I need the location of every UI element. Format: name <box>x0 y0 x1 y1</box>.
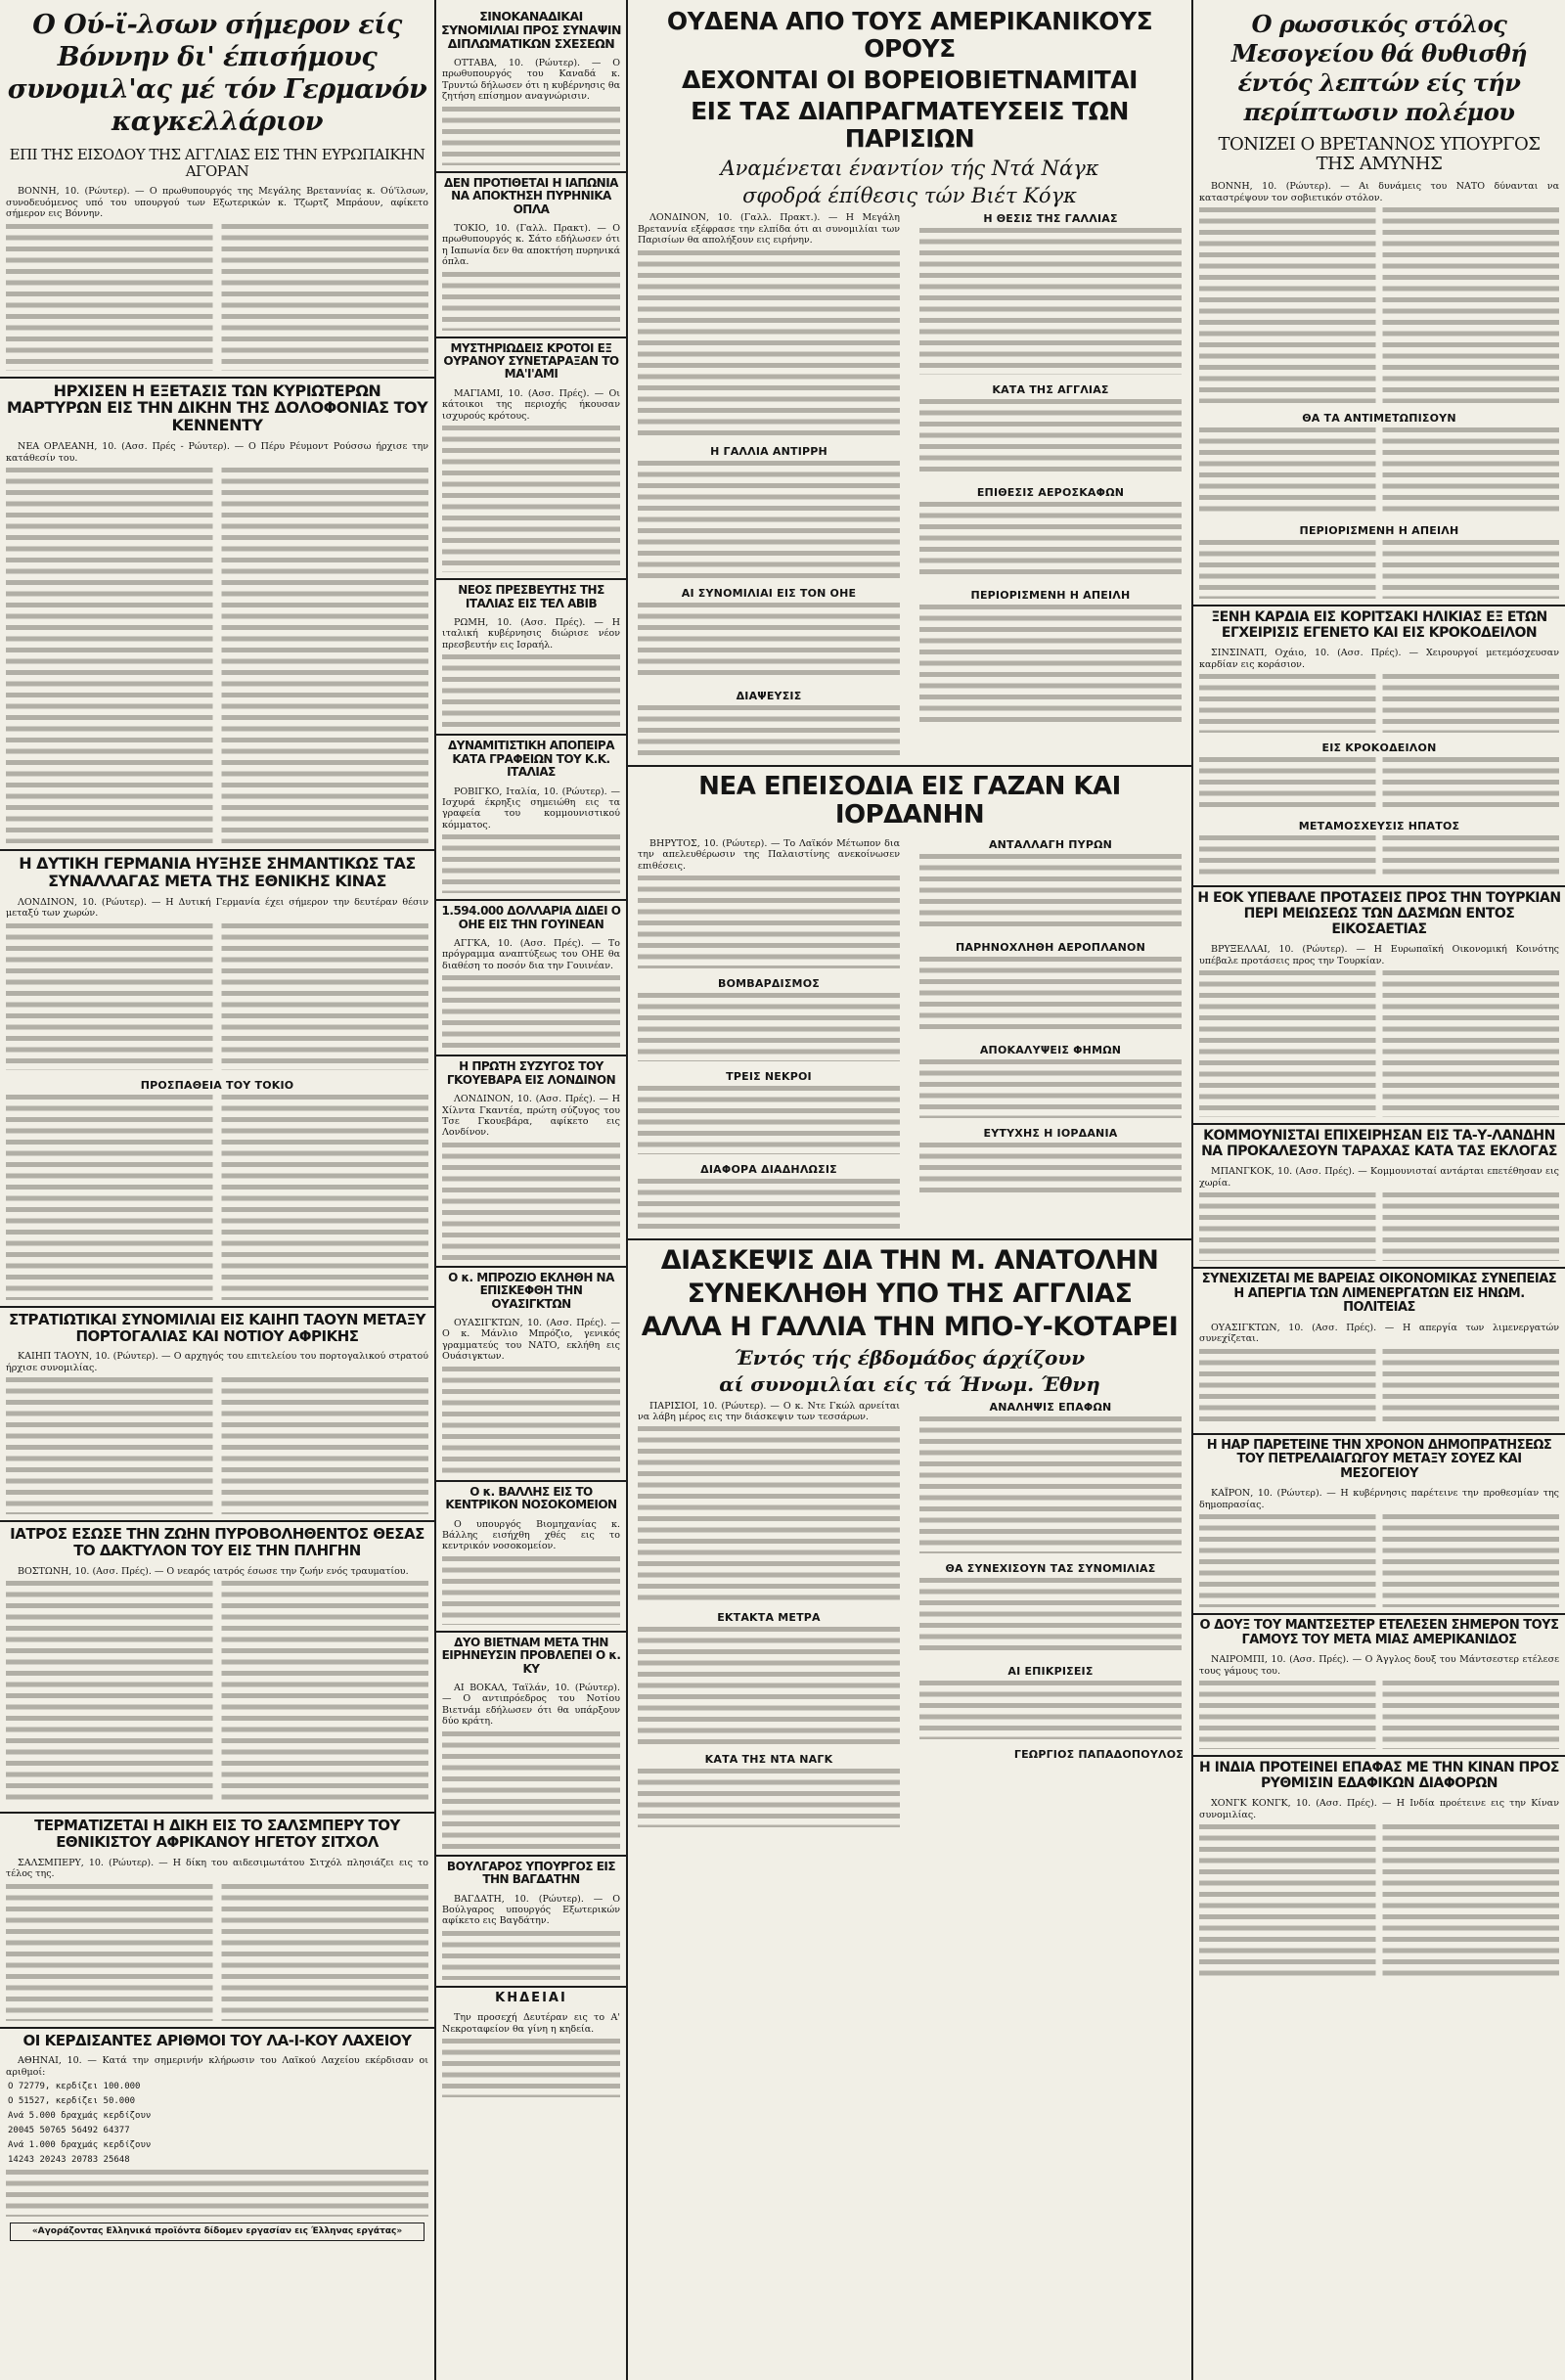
story-headline: ΔΕΝ ΠΡΟΤΙΘΕΤΑΙ Η ΙΑΠΩΝΙΑ ΝΑ ΑΠΟΚΤΗΣΗ ΠΥΡΗΝΙΚΑ ΟΠΛΑ <box>444 175 618 216</box>
story-dateline: ΣΙΝΣΙΝΑΤΙ, Οχάιο, 10. (Ασσ. Πρές). — Χειρουργοί μετεμόσχευσαν καρδίαν εις κοράσιον. <box>1199 648 1559 670</box>
story-dateline: ΟΥΑΣΙΓΚΤΩΝ, 10. (Ασσ. Πρές). — Η απεργία των λιμενεργατών συνεχίζεται. <box>1199 1322 1559 1345</box>
story-kennedy <box>0 377 434 844</box>
lottery-line: 14243 20243 20783 25648 <box>8 2155 130 2166</box>
article-body <box>442 1931 620 1980</box>
story-headline: 1.594.000 ΔΟΛΛΑΡΙΑ ΔΙΔΕΙ Ο ΟΗΕ ΕΙΣ ΤΗΝ ΓΟΥΙΝΕΑΝ <box>441 904 621 931</box>
article-body <box>1199 207 1559 403</box>
story-dateline: ΣΑΛΣΜΠΕΡΥ, 10. (Ρώυτερ). — Η δίκη του αιδεσιμωτάτου Σιτχόλ πλησιάζει εις το τέλος της. <box>6 1857 428 1880</box>
story-subhead: ΕΙΣ ΚΡΟΚΟΔΕΙΛΟΝ <box>1321 741 1437 755</box>
story-headline: ΞΕΝΗ ΚΑΡΔΙΑ ΕΙΣ ΚΟΡΙΤΣΑΚΙ ΗΛΙΚΙΑΣ ΕΞ ΕΤΩΝ ΕΓΧΕΙΡΙΣΙΣ ΕΓΕΝΕΤΟ ΚΑΙ ΕΙΣ ΚΡΟΚΟΔΕΙΛΟΝ <box>1211 609 1547 641</box>
story-headline: Ο ΔΟΥΞ ΤΟΥ ΜΑΝΤΣΕΣΤΕΡ ΕΤΕΛΕΣΕΝ ΣΗΜΕΡΟΝ ΤΟΥΣ ΓΑΜΟΥΣ ΤΟΥ ΜΕΤΑ ΜΙΑΣ ΑΜΕΡΙΚΑΝΙΔΟΣ <box>1199 1618 1559 1647</box>
article-body <box>919 854 1182 932</box>
article-body <box>442 2039 620 2097</box>
story-dateline: ΡΟΒΙΓΚΟ, Ιταλία, 10. (Ρώυτερ). — Ισχυρά έκρηξις σημειώθη εις τα γραφεία του κομμουνιστικού κόμματος. <box>442 786 620 831</box>
story-dateline: Ο υπουργός Βιομηχανίας κ. Βάλλης εισήχθη χθές εις το κεντρικόν νοσοκομείον. <box>442 1518 620 1552</box>
story-dateline: ΛΟΝΔΙΝΟΝ, 10. (Γαλλ. Πρακτ.). — Η Μεγάλη Βρεταννία εξέφρασε την ελπίδα ότι αι συνομιλίαι των Παρισίων θα απολήξουν εις ειρήνην. <box>638 212 900 247</box>
article-body <box>638 1627 900 1744</box>
article-body <box>919 1578 1182 1656</box>
story-headline: Η ΙΝΔΙΑ ΠΡΟΤΕΙΝΕΙ ΕΠΑΦΑΣ ΜΕ ΤΗΝ ΚΙΝΑΝ ΠΡΟΣ ΡΥΘΜΙΣΙΝ ΕΔΑΦΙΚΩΝ ΔΙΑΦΟΡΩΝ <box>1199 1760 1559 1791</box>
story-subhead: ΑΙ ΕΠΙΚΡΙΣΕΙΣ <box>1007 1664 1094 1678</box>
story-dateline: ΑΙ ΒΟΚΑΛ, Ταϊλάν, 10. (Ρώυτερ). — Ο αντιπρόεδρος του Νοτίου Βιετνάμ εδήλωσεν ότι θα υπάρξουν δύο κράτη. <box>442 1683 620 1728</box>
story-subhead: ΠΕΡΙΟΡΙΣΜΕΝΗ Η ΑΠΕΙΛΗ <box>1299 524 1459 538</box>
story-dateline: ΒΟΣΤΩΝΗ, 10. (Ασσ. Πρές). — Ο νεαρός ιατρός έσωσε την ζωήν ενός τραυματίου. <box>18 1565 409 1577</box>
banner-line: ΑΛΛΑ Η ΓΑΛΛΙΑ ΤΗΝ ΜΠΟ-Υ-ΚΟΤΑΡΕΙ <box>641 1312 1179 1343</box>
article-body <box>919 1143 1182 1196</box>
story-headline: ΤΕΡΜΑΤΙΖΕΤΑΙ Η ΔΙΚΗ ΕΙΣ ΤΟ ΣΑΛΣΜΠΕΡΥ ΤΟΥ ΕΘΝΙΚΙΣΤΟΥ ΑΦΡΙΚΑΝΟΥ ΗΓΕΤΟΥ ΣΙΤΧΟΛ <box>34 1817 400 1851</box>
story-headline: ΔΥΟ ΒΙΕΤΝΑΜ ΜΕΤΑ ΤΗΝ ΕΙΡΗΝΕΥΣΙΝ ΠΡΟΒΛΕΠΕΙ Ο κ. ΚΥ <box>441 1635 621 1676</box>
story-headline: Η ΠΡΩΤΗ ΣΥΖΥΓΟΣ ΤΟΥ ΓΚΟΥΕΒΑΡΑ ΕΙΣ ΛΟΝΔΙΝΟΝ <box>446 1059 616 1087</box>
article-body <box>638 1086 900 1154</box>
story-dateline: ΒΑΓΔΑΤΗ, 10. (Ρώυτερ). — Ο Βούλγαρος υπουργός Εξωτερικών αφίκετο εις Βαγδάτην. <box>442 1893 620 1927</box>
story-dateline: ΒΗΡΥΤΟΣ, 10. (Ρώυτερ). — Το Λαϊκόν Μέτωπον δια την απελευθέρωσιν της Παλαιστίνης ανεκοίνωσεν επιθέσεις. <box>638 837 900 872</box>
second-banner-story <box>628 765 1191 1238</box>
article-body <box>1199 1824 1559 1981</box>
lead-subhead: ΤΟΝΙΖΕΙ Ο ΒΡΕΤΑΝΝΟΣ ΥΠΟΥΡΓΟΣ ΤΗΣ ΑΜΥΝΗΣ <box>1218 134 1541 175</box>
story-dateline: ΒΡΥΞΕΛΛΑΙ, 10. (Ρώυτερ). — Η Ευρωπαϊκή Οικονομική Κοινότης υπέβαλε προτάσεις προς την Τουρκίαν. <box>1199 944 1559 966</box>
article-body <box>1199 1192 1559 1261</box>
story-subhead: ΒΟΜΒΑΡΔΙΣΜΟΣ <box>718 976 820 990</box>
story-sithole <box>0 1812 434 2020</box>
story-headline: ΜΥΣΤΗΡΙΩΔΕΙΣ ΚΡΟΤΟΙ ΕΞ ΟΥΡΑΝΟΥ ΣΥΝΕΤΑΡΑΞΑΝ ΤΟ ΜΑ'Ι'ΑΜΙ <box>443 340 619 382</box>
article-body <box>1199 427 1559 516</box>
story-headline: Η ΔΥΤΙΚΗ ΓΕΡΜΑΝΙΑ ΗΥΞΗΣΕ ΣΗΜΑΝΤΙΚΩΣ ΤΑΣ ΣΥΝΑΛΛΑΓΑΣ ΜΕΤΑ ΤΗΣ ΕΘΝΙΚΗΣ ΚΙΝΑΣ <box>19 854 416 890</box>
story-subhead: ΔΙΑΦΟΡΑ ΔΙΑΔΗΛΩΣΙΣ <box>700 1162 837 1176</box>
story-dateline: ΜΠΑΝΓΚΟΚ, 10. (Ασσ. Πρές). — Κομμουνισταί αντάρται επετέθησαν εις χωρία. <box>1199 1166 1559 1189</box>
article-body <box>638 705 900 759</box>
story-headline: Ο κ. ΜΠΡΟΖΙΟ ΕΚΛΗΘΗ ΝΑ ΕΠΙΣΚΕΦΘΗ ΤΗΝ ΟΥΑΣΙΓΚΤΩΝ <box>448 1270 614 1311</box>
story-dateline: ΚΑΙΗΠ ΤΑΟΥΝ, 10. (Ρώυτερ). — Ο αρχηγός του επιτελείου του πορτογαλικού στρατού ήρχισε συνομιλίας. <box>6 1351 428 1373</box>
article-body <box>1199 970 1559 1117</box>
story-subhead: Η ΘΕΣΙΣ ΤΗΣ ΓΑΛΛΙΑΣ <box>983 212 1118 226</box>
article-body <box>442 272 620 331</box>
article-body <box>1199 835 1559 879</box>
main-banner <box>628 0 1191 155</box>
story-dateline: ΑΓΓΚΑ, 10. (Ασσ. Πρές). — Το πρόγραμμα αναπτύξεως του ΟΗΕ θα διαθέση το ποσόν δια την Γουινέαν. <box>442 938 620 971</box>
story-headline: Η ΕΟΚ ΥΠΕΒΑΛΕ ΠΡΟΤΑΣΕΙΣ ΠΡΟΣ ΤΗΝ ΤΟΥΡΚΙΑΝ ΠΕΡΙ ΜΕΙΩΣΕΩΣ ΤΩΝ ΔΑΣΜΩΝ ΕΝΤΟΣ ΕΙΚΟΣΑΕΤΙΑΣ <box>1197 890 1561 937</box>
article-body <box>638 250 900 436</box>
obituary-text: Την προσεχή Δευτέραν εις το Α' Νεκροταφείον θα γίνη η κηδεία. <box>442 2012 620 2035</box>
article-body <box>442 107 620 165</box>
banner-line: ΝΕΑ ΕΠΕΙΣΟΔΙΑ ΕΙΣ ΓΑΖΑΝ ΚΑΙ ΙΟΡΔΑΝΗΝ <box>698 771 1121 830</box>
story-dateline: ΛΟΝΔΙΝΟΝ, 10. (Ρώυτερ). — Η Δυτική Γερμανία έχει σήμερον την δευτέραν θέσιν μεταξύ των χωρών. <box>6 896 428 920</box>
story-subhead: ΕΥΤΥΧΗΣ Η ΙΟΡΔΑΝΙΑ <box>983 1126 1118 1140</box>
article-body <box>919 1059 1182 1118</box>
story-headline: ΗΡΧΙΣΕΝ Η ΕΞΕΤΑΣΙΣ ΤΩΝ ΚΥΡΙΩΤΕΡΩΝ ΜΑΡΤΥΡΩΝ ΕΙΣ ΤΗΝ ΔΙΚΗΝ ΤΗΣ ΔΟΛΟΦΟΝΙΑΣ ΤΟΥ ΚΕΝΝΕΝΤΥ <box>6 381 428 435</box>
lottery-intro: ΑΘΗΝΑΙ, 10. — Κατά την σημερινήν κλήρωσιν του Λαϊκού Λαχείου εκέρδισαν οι αριθμοί: <box>6 2055 428 2078</box>
lottery-line: Ο 51527, κερδίζει 50.000 <box>8 2096 136 2107</box>
story-dateline: ΡΩΜΗ, 10. (Ασσ. Πρές). — Η ιταλική κυβέρνησις διώρισε νέον πρεσβευτήν εις Ισραήλ. <box>442 616 620 651</box>
story-subhead: ΚΑΤΑ ΤΗΣ ΝΤΑ ΝΑΓΚ <box>704 1753 833 1767</box>
article-body <box>442 426 620 572</box>
article-body <box>638 876 900 968</box>
story-subhead: ΠΕΡΙΟΡΙΣΜΕΝΗ Η ΑΠΕΙΛΗ <box>970 589 1131 603</box>
third-banner-story <box>628 1238 1191 1834</box>
story-subhead: ΑΠΟΚΑΛΥΨΕΙΣ ΦΗΜΩΝ <box>979 1043 1122 1056</box>
story-headline: ΝΕΟΣ ΠΡΕΣΒΕΥΤΗΣ ΤΗΣ ΙΤΑΛΙΑΣ ΕΙΣ ΤΕΛ ΑΒΙΒ <box>458 583 604 610</box>
article-body <box>1199 1681 1559 1749</box>
lottery-headline: ΟΙ ΚΕΡΔΙΣΑΝΤΕΣ ΑΡΙΘΜΟΙ ΤΟΥ ΛΑ-Ι-ΚΟΥ ΛΑΧΕΙΟΥ <box>22 2031 412 2049</box>
article-body <box>919 399 1182 477</box>
story-dateline: ΤΟΚΙΟ, 10. (Γαλλ. Πρακτ). — Ο πρωθυπουργός κ. Σάτο εδήλωσεν ότι η Ιαπωνία δεν θα αποκτήση πυρηνικά όπλα. <box>442 222 621 268</box>
column-center <box>628 0 1191 2380</box>
obituary-headline: ΚΗΔΕΙΑΙ <box>495 1990 567 2005</box>
story-dateline: ΛΟΝΔΙΝΟΝ, 10. (Ασσ. Πρές). — Η Χίλντα Γκαντέα, πρώτη σύζυγος του Τσε Γκουεβάρα, αφίκετο εις Λονδίνον. <box>442 1094 620 1139</box>
banner-subhead: αί συνομιλίαι είς τά Ήνωμ. Έθνη <box>719 1371 1100 1396</box>
article-body <box>1199 1349 1559 1427</box>
story-subhead: ΔΙΑΨΕΥΣΙΣ <box>736 689 802 702</box>
lottery-line: Ο 72779, κερδίζει 100.000 <box>8 2082 141 2092</box>
story-headline: Ο κ. ΒΑΛΛΗΣ ΕΙΣ ΤΟ ΚΕΝΤΡΙΚΟΝ ΝΟΣΟΚΟΜΕΙΟΝ <box>445 1484 617 1512</box>
story-subhead: ΚΑΤΑ ΤΗΣ ΑΓΓΛΙΑΣ <box>992 383 1109 397</box>
story-subhead: ΘΑ ΣΥΝΕΧΙΣΟΥΝ ΤΑΣ ΣΥΝΟΜΙΛΙΑΣ <box>945 1561 1156 1575</box>
article-body <box>442 1731 620 1849</box>
article-body <box>442 1556 620 1625</box>
story-subhead: ΕΠΙΘΕΣΙΣ ΑΕΡΟΣΚΑΦΩΝ <box>976 486 1125 500</box>
story-dateline: ΧΟΝΓΚ ΚΟΝΓΚ, 10. (Ασσ. Πρές). — Η Ινδία προέτεινε εις την Κίναν συνομιλίας. <box>1199 1798 1559 1820</box>
story-subhead: ΜΕΤΑΜΟΣΧΕΥΣΙΣ ΗΠΑΤΟΣ <box>1298 820 1460 833</box>
story-headline: ΣΙΝΟΚΑΝΑΔΙΚΑΙ ΣΥΝΟΜΙΛΙΑΙ ΠΡΟΣ ΣΥΝΑΨΙΝ ΔΙΠΛΩΜΑΤΙΚΩΝ ΣΧΕΣΕΩΝ <box>441 9 621 51</box>
story-subhead: ΑΝΑΛΗΨΙΣ ΕΠΑΦΩΝ <box>989 1400 1112 1414</box>
lead-subhead: ΕΠΙ ΤΗΣ ΕΙΣΟΔΟΥ ΤΗΣ ΑΓΓΛΙΑΣ ΕΙΣ ΤΗΝ ΕΥΡΩΠΑΙΚΗΝ ΑΓΟΡΑΝ <box>9 145 425 180</box>
article-body <box>6 468 428 843</box>
story-headline: ΔΥΝΑΜΙΤΙΣΤΙΚΗ ΑΠΟΠΕΙΡΑ ΚΑΤΑ ΓΡΑΦΕΙΩΝ ΤΟΥ Κ.Κ. ΙΤΑΛΙΑΣ <box>447 739 615 780</box>
story-dateline: ΝΑΙΡΟΜΠΙ, 10. (Ασσ. Πρές). — Ο Άγγλος δουξ του Μάντσεστερ ετέλεσε τους γάμους του. <box>1199 1654 1559 1677</box>
story-dateline: ΟΤΤΑΒΑ, 10. (Ρώυτερ). — Ο πρωθυπουργός του Καναδά κ. Τρυντώ δήλωσεν ότι η κυβέρνησις θα ζητήση επίσημον αναγνώρισιν. <box>442 58 620 103</box>
signature: ΓΕΩΡΓΙΟΣ ΠΑΠΑΔΟΠΟΥΛΟΣ <box>1013 1747 1184 1761</box>
banner-line: ΕΙΣ ΤΑΣ ΔΙΑΠΡΑΓΜΑΤΕΥΣΕΙΣ ΤΩΝ ΠΑΡΙΣΙΩΝ <box>691 97 1129 153</box>
lottery-line: 20045 50765 56492 64377 <box>8 2126 130 2136</box>
banner-line: ΔΙΑΣΚΕΨΙΣ ΔΙΑ ΤΗΝ Μ. ΑΝΑΤΟΛΗΝ <box>660 1244 1159 1276</box>
lead-headline-russian-fleet: Ο ρωσσικός στόλος Μεσογείου θά θυθισθή έντός λεπτών είς τήν περίπτωσιν πολέμου <box>1230 10 1528 126</box>
story-dateline: ΜΑΓΙΑΜΙ, 10. (Ασσ. Πρές). — Οι κάτοικοι της περιοχής ήκουσαν ισχυρούς κρότους. <box>442 387 620 422</box>
column-right <box>1193 0 1565 2380</box>
story-dateline: ΚΑΪΡΟΝ, 10. (Ρώυτερ). — Η κυβέρνησις παρέτεινε την προθεσμίαν της δημοπρασίας. <box>1199 1488 1559 1510</box>
lottery-results <box>0 2027 434 2242</box>
story-dateline: ΟΥΑΣΙΓΚΤΩΝ, 10. (Ασσ. Πρές). — Ο κ. Μάνλιο Μπρόζιο, γενικός γραμματεύς του ΝΑΤΟ, εκλήθη εις Ουάσιγκτων. <box>442 1318 620 1363</box>
banner-line: ΣΥΝΕΚΛΗΘΗ ΥΠΟ ΤΗΣ ΑΓΓΛΙΑΣ <box>687 1279 1133 1310</box>
story-subhead: ΕΚΤΑΚΤΑ ΜΕΤΡΑ <box>717 1611 821 1625</box>
column-left <box>0 0 434 2380</box>
banner-line: ΔΕΧΟΝΤΑΙ ΟΙ ΒΟΡΕΙΟΒΙΕΤΝΑΜΙΤΑΙ <box>682 66 1138 94</box>
lottery-numbers <box>6 2170 428 2217</box>
story-germany-china <box>0 849 434 1300</box>
article-body <box>919 605 1182 722</box>
story-subhead: ΠΡΟΣΠΑΘΕΙΑ ΤΟΥ ΤΟΚΙΟ <box>140 1078 294 1092</box>
article-body <box>6 1884 428 2021</box>
banner-subhead: σφοδρά έπίθεσις τών Βιέτ Κόγκ <box>742 184 1077 208</box>
story-portugal <box>0 1306 434 1514</box>
article-body <box>1199 1514 1559 1607</box>
story-headline: ΚΟΜΜΟΥΝΙΣΤΑΙ ΕΠΙΧΕΙΡΗΣΑΝ ΕΙΣ ΤΑ-Υ-ΛΑΝΔΗΝ ΝΑ ΠΡΟΚΑΛΕΣΟΥΝ ΤΑΡΑΧΑΣ ΚΑΤΑ ΤΑΣ ΕΚΛΟΓΑΣ <box>1201 1128 1557 1159</box>
article-body <box>919 502 1182 580</box>
story-dateline: ΠΑΡΙΣΙΟΙ, 10. (Ρώυτερ). — Ο κ. Ντε Γκώλ αρνείται να λάβη μέρος εις την διάσκεψιν των τεσσάρων. <box>638 1400 900 1423</box>
story-headline: ΣΥΝΕΧΙΖΕΤΑΙ ΜΕ ΒΑΡΕΙΑΣ ΟΙΚΟΝΟΜΙΚΑΣ ΣΥΝΕΠΕΙΑΣ Η ΑΠΕΡΓΙΑ ΤΩΝ ΛΙΜΕΝΕΡΓΑΤΩΝ ΕΙΣ ΗΝΩΜ. ΠΟΛΙΤΕΙΑΣ <box>1201 1272 1557 1316</box>
article-body <box>638 1179 900 1233</box>
article-body <box>919 228 1182 375</box>
story-headline: ΣΤΡΑΤΙΩΤΙΚΑΙ ΣΥΝΟΜΙΛΙΑΙ ΕΙΣ ΚΑΙΗΠ ΤΑΟΥΝ ΜΕΤΑΞΥ ΠΟΡΤΟΓΑΛΙΑΣ ΚΑΙ ΝΟΤΙΟΥ ΑΦΡΙΚΗΣ <box>8 1310 426 1345</box>
banner-subhead: Έντός τής έβδομάδος άρχίζουν <box>734 1345 1086 1370</box>
article-body <box>6 1581 428 1806</box>
article-body <box>638 993 900 1061</box>
story-dateline: ΒΟΝΝΗ, 10. (Ρώυτερ). — Αι δυνάμεις του ΝΑΤΟ δύνανται να καταστρέψουν τον σοβιετικόν στόλον. <box>1199 181 1559 203</box>
lottery-line: Ανά 1.000 δραχμάς κερδίζουν <box>8 2140 152 2151</box>
story-subhead: ΑΙ ΣΥΝΟΜΙΛΙΑΙ ΕΙΣ ΤΟΝ ΟΗΕ <box>681 586 857 600</box>
article-body <box>6 1095 428 1300</box>
article-body <box>638 1769 900 1827</box>
article-body <box>6 224 428 371</box>
article-body <box>442 975 620 1049</box>
story-doctor <box>0 1520 434 1806</box>
banner-story-columns <box>628 209 1191 764</box>
article-body <box>6 923 428 1070</box>
lead-dateline: ΒΟΝΝΗ, 10. (Ρώυτερ). — Ο πρωθυπουργός της Μεγάλης Βρεταννίας κ. Ού'ϊλσων, συνοδευόμενος υπό του υπουργού των Εξωτερικών κ. Τζωρτζ Μπράουν, αφίκετο σήμερον εις Βόννην. <box>6 186 428 220</box>
article-body <box>638 603 900 681</box>
banner-subhead: Αναμένεται έναντίον τής Ντά Νάγκ <box>720 157 1099 180</box>
article-body <box>442 1143 620 1260</box>
article-body <box>1199 757 1559 811</box>
story-dateline: ΝΕΑ ΟΡΛΕΑΝΗ, 10. (Ασσ. Πρές - Ρώυτερ). — Ο Πέρυ Ρέυμοντ Ρούσσω ήρχισε την κατάθεσίν του. <box>6 441 428 464</box>
article-body <box>6 1377 428 1514</box>
story-headline: ΒΟΥΛΓΑΡΟΣ ΥΠΟΥΡΓΟΣ ΕΙΣ ΤΗΝ ΒΑΓΔΑΤΗΝ <box>446 1859 616 1887</box>
article-body <box>1199 674 1559 733</box>
article-body <box>638 461 900 578</box>
story-subhead: ΠΑΡΗΝΟΧΛΗΘΗ ΑΕΡΟΠΛΑΝΟΝ <box>956 940 1145 954</box>
story-headline: ΙΑΤΡΟΣ ΕΣΩΣΕ ΤΗΝ ΖΩΗΝ ΠΥΡΟΒΟΛΗΘΕΝΤΟΣ ΘΕΣΑΣ ΤΟ ΔΑΚΤΥΛΟΝ ΤΟΥ ΕΙΣ ΤΗΝ ΠΛΗΓΗΝ <box>10 1525 425 1559</box>
lead-headline-wilson: Ο Ού-ϊ-λσων σήμερον είς Βόννην δι' έπισήμους συνομιλ'ας μέ τόν Γερμανόν καγκελλάριον <box>7 10 427 137</box>
story-subhead: Η ΓΑΛΛΙΑ ΑΝΤΙΡΡΗ <box>710 444 827 458</box>
article-body <box>919 1416 1182 1553</box>
story-subhead: ΘΑ ΤΑ ΑΝΤΙΜΕΤΩΠΙΣΟΥΝ <box>1302 412 1456 426</box>
column-center-left <box>436 0 626 2380</box>
article-body <box>638 1426 900 1602</box>
article-body <box>442 654 620 728</box>
article-body <box>442 834 620 893</box>
banner-line: ΟΥΔΕΝΑ ΑΠΟ ΤΟΥΣ ΑΜΕΡΙΚΑΝΙΚΟΥΣ ΟΡΟΥΣ <box>666 7 1153 63</box>
boxed-notice: «Αγοράζοντας Ελληνικά προϊόντα δίδομεν εργασίαν εις Έλληνας εργάτας» <box>10 2223 425 2241</box>
article-body <box>442 1367 620 1474</box>
story-headline: Η ΗΑΡ ΠΑΡΕΤΕΙΝΕ ΤΗΝ ΧΡΟΝΟΝ ΔΗΜΟΠΡΑΤΗΣΕΩΣ ΤΟΥ ΠΕΤΡΕΛΑΙΑΓΩΓΟΥ ΜΕΤΑΞΥ ΣΟΥΕΖ ΚΑΙ ΜΕΣΟΓΕΙΟΥ <box>1206 1437 1552 1481</box>
article-body <box>919 1681 1182 1739</box>
lottery-line: Ανά 5.000 δραχμάς κερδίζουν <box>8 2111 152 2122</box>
story-subhead: ΑΝΤΑΛΛΑΓΗ ΠΥΡΩΝ <box>988 837 1113 851</box>
article-body <box>919 957 1182 1035</box>
story-subhead: ΤΡΕΙΣ ΝΕΚΡΟΙ <box>726 1069 812 1083</box>
article-body <box>1199 540 1559 599</box>
